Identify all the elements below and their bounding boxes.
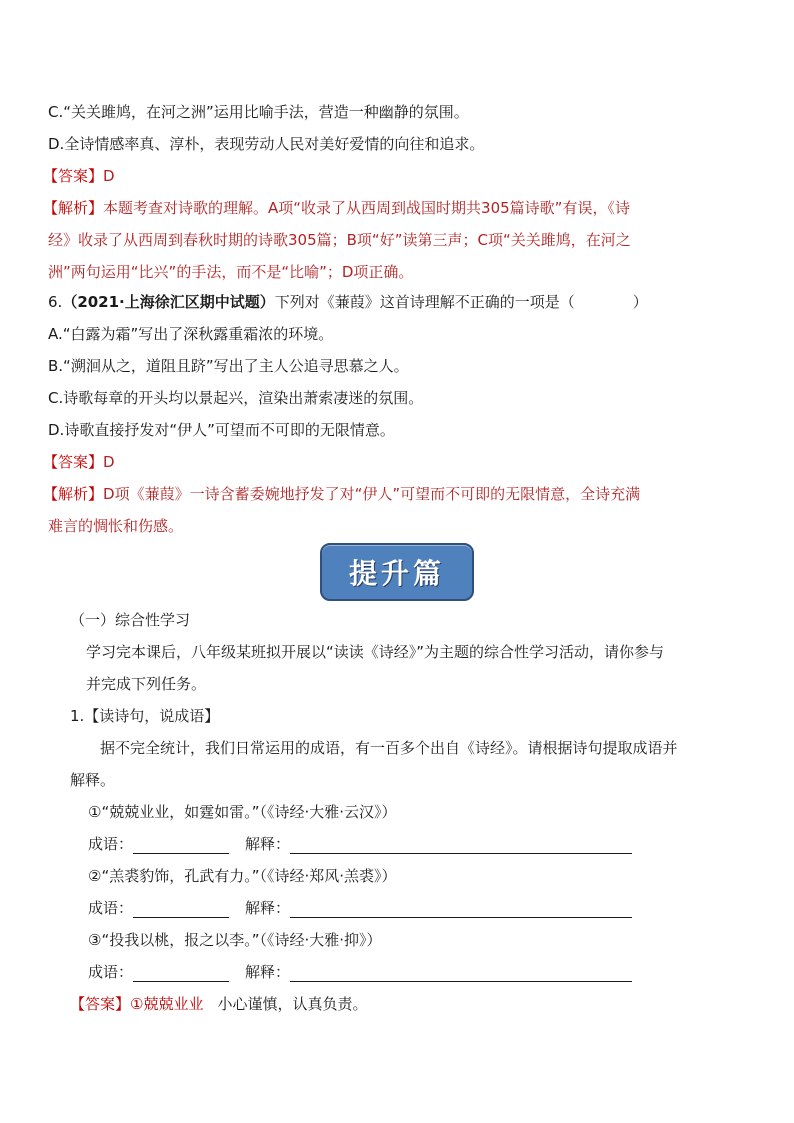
q6-answer — [43, 452, 115, 472]
answer-value: D — [103, 167, 115, 185]
idiom-blank[interactable] — [133, 836, 229, 854]
q6-analysis-line2: 难言的惆怅和伤感。 — [48, 517, 184, 535]
task1-desc-line1: 据不完全统计，我们日常运用的成语，有一百多个出自《诗经》。请根据诗句提取成语并 — [100, 739, 678, 757]
q6-option-a: A.“白露为霜”写出了深秋露重霜浓的环境。 — [48, 325, 334, 343]
analysis-tag: 【解析】 — [43, 485, 104, 503]
q5-option-d: D.全诗情感率真、淳朴，表现劳动人民对美好爱情的向往和追求。 — [48, 135, 485, 153]
task1-title: 1.【读诗句，说成语】 — [70, 707, 220, 725]
q6-option-c: C.诗歌每章的开头均以景起兴，渲染出萧索凄迷的氛围。 — [48, 389, 424, 407]
explain-label: 解释： — [245, 835, 291, 853]
q6-option-b: B.“溯洄从之，道阻且跻”写出了主人公追寻思慕之人。 — [48, 357, 409, 375]
idiom-label: 成语： — [88, 835, 134, 853]
q6-source: （2021·上海徐汇区期中试题） — [62, 293, 275, 311]
q6-stem-text: 下列对《蒹葭》这首诗理解不正确的一项是（ — [274, 293, 575, 311]
task1-item-quote: ②“羔裘豹饰，孔武有力。”（《诗经·郑风·羔裘》） — [88, 867, 397, 885]
q5-analysis-line3: 洲”两句运用“比兴”的手法，而不是“比喻”；D项正确。 — [48, 263, 414, 281]
analysis-text-highlight: “伊人”可望而不可即的无限情意，全诗充满 — [354, 485, 641, 503]
explain-label: 解释： — [245, 899, 291, 917]
explain-blank[interactable] — [290, 964, 632, 982]
q5-analysis-line2: 经》收录了从西周到春秋时期的诗歌305篇；B项“好”读第三声；C项“关关雎鸠，在河之 — [48, 231, 631, 249]
q6-number: 6. — [48, 293, 63, 311]
answer-tag: 【答案】 — [43, 167, 104, 185]
q5-option-c: C.“关关雎鸠，在河之洲”运用比喻手法，营造一种幽静的氛围。 — [48, 103, 469, 121]
answer-tag: 【答案】 — [70, 995, 131, 1013]
section-banner — [320, 543, 474, 601]
explain-blank[interactable] — [290, 836, 632, 854]
analysis-text: D项《蒹葭》一诗含蓄委婉地抒发了对 — [103, 485, 355, 503]
section-intro-line1: 学习完本课后，八年级某班拟开展以“读读《诗经》”为主题的综合性学习活动，请你参与 — [86, 643, 665, 661]
q6-stem-close: ） — [632, 293, 648, 311]
task1-answer — [70, 994, 367, 1014]
answer-idiom: ①兢兢业业 — [130, 995, 204, 1013]
answer-explain: 小心谨慎，认真负责。 — [217, 995, 368, 1013]
idiom-label: 成语： — [88, 963, 134, 981]
explain-blank[interactable] — [290, 900, 632, 918]
task1-item-quote: ①“兢兢业业，如霆如雷。”（《诗经·大雅·云汉》） — [88, 803, 397, 821]
q6-stem — [48, 292, 648, 312]
analysis-tag: 【解析】 — [43, 199, 104, 217]
banner-title: 提升篇 — [348, 557, 445, 590]
task1-item-quote: ③“投我以桃，报之以李。”（《诗经·大雅·抑》） — [88, 931, 382, 949]
task1-desc-line2: 解释。 — [70, 771, 116, 789]
q5-analysis-line1 — [43, 198, 630, 218]
task1-item-fields — [88, 898, 632, 918]
idiom-blank[interactable] — [133, 900, 229, 918]
idiom-label: 成语： — [88, 899, 134, 917]
answer-tag: 【答案】 — [43, 453, 104, 471]
task1-item-fields — [88, 962, 632, 982]
section-intro-line2: 并完成下列任务。 — [86, 675, 207, 693]
analysis-text: 本题考查对诗歌的理解。A项“收录了从西周到战国时期共305篇诗歌”有误，《诗 — [103, 199, 630, 217]
explain-label: 解释： — [245, 963, 291, 981]
section-heading: （一）综合性学习 — [70, 611, 191, 629]
answer-value: D — [103, 453, 115, 471]
q6-option-d: D.诗歌直接抒发对“伊人”可望而不可即的无限情意。 — [48, 421, 395, 439]
task1-item-fields — [88, 834, 632, 854]
q5-answer — [43, 166, 115, 186]
q6-analysis-line1 — [43, 484, 640, 504]
idiom-blank[interactable] — [133, 964, 229, 982]
